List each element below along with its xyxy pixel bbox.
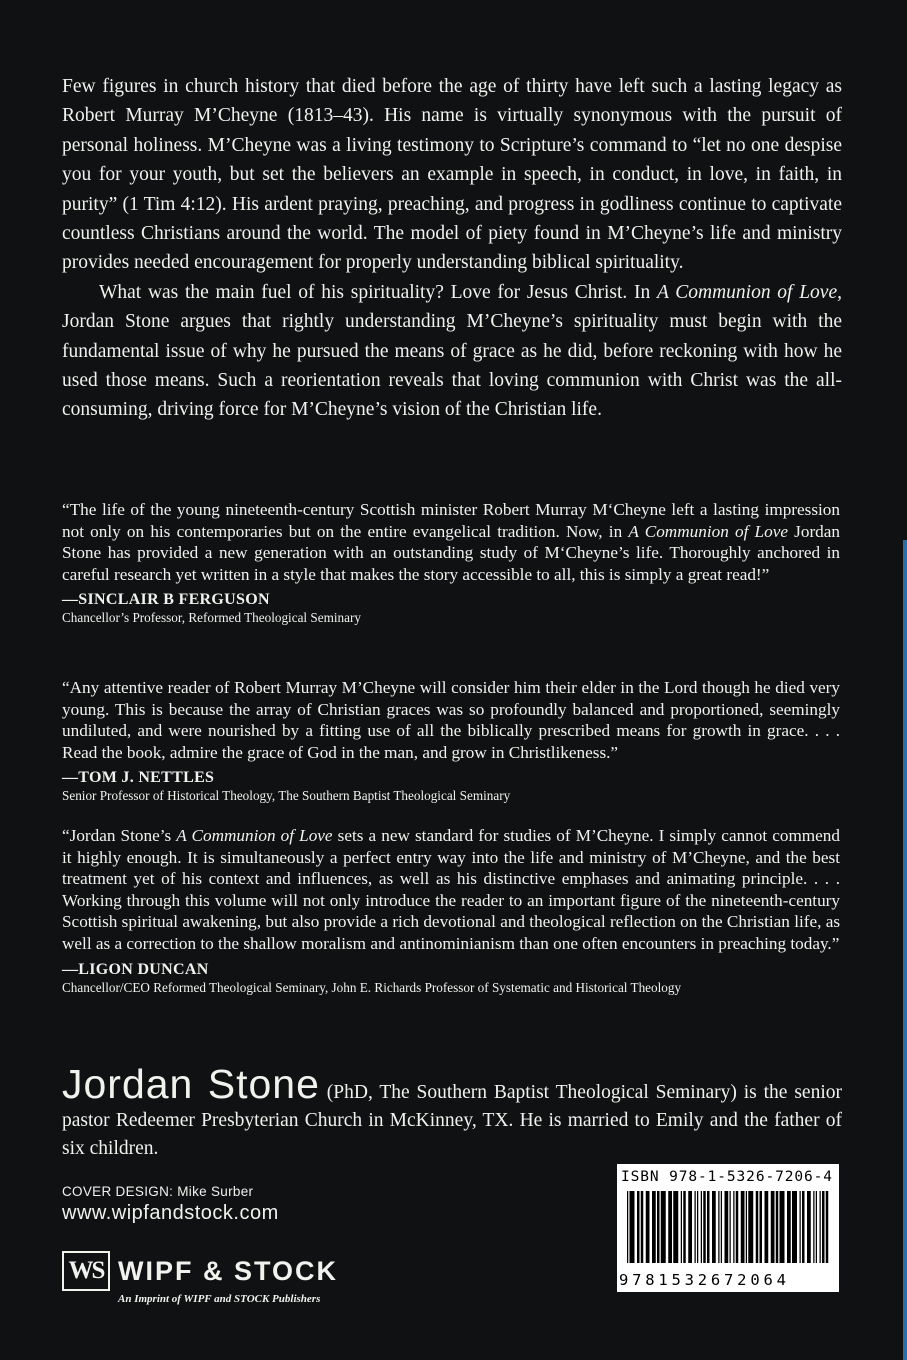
barcode-bar <box>787 1191 791 1263</box>
barcode-bar <box>816 1191 817 1263</box>
barcode-bar <box>807 1191 811 1263</box>
barcode-bar <box>733 1191 734 1263</box>
barcode-bar <box>641 1191 644 1263</box>
barcode-bar <box>748 1191 753 1263</box>
author-bio-text: (PhD, The Southern Baptist Theological Seminary) is the senior pastor Redeemer Presbyterian Church in McKinney, TX. He is married to Emily and the father of six children. <box>62 1082 842 1159</box>
barcode-bar <box>776 1191 779 1263</box>
endorser-name: —SINCLAIR B FERGUSON <box>62 591 270 609</box>
barcode-bar <box>703 1191 706 1263</box>
author-bio <box>62 1061 842 1163</box>
barcode-bar <box>802 1191 805 1263</box>
barcode-bar <box>771 1191 775 1263</box>
barcode-bar <box>646 1191 650 1263</box>
author-name: Jordan Stone <box>62 1061 320 1107</box>
barcode-bar <box>712 1191 716 1263</box>
publisher-tagline: An Imprint of WIPF and STOCK Publishers <box>118 1293 321 1305</box>
endorser-name: —TOM J. NETTLES <box>62 769 215 787</box>
barcode-bar <box>718 1191 719 1263</box>
barcode-bar <box>683 1191 686 1263</box>
barcode-bar <box>756 1191 759 1263</box>
endorser-title: Chancellor’s Professor, Reformed Theological Seminary <box>62 610 361 626</box>
endorsement-ferguson <box>62 499 840 626</box>
barcode-bar <box>765 1191 769 1263</box>
barcode-bar <box>657 1191 660 1263</box>
isbn-label: ISBN 978-1-5326-7206-4 <box>621 1169 833 1185</box>
barcode-bar <box>688 1191 692 1263</box>
barcode-bar <box>820 1191 821 1263</box>
barcode-bar <box>630 1191 635 1263</box>
spine-accent-stripe <box>903 540 907 1360</box>
barcode-bar <box>673 1191 678 1263</box>
description-paragraph-2: What was the main fuel of his spirituality? Love for Jesus Christ. In A Communion of Love, Jordan Stone argues that rightly understanding M’Cheyne’s spirituality must begin with the fundamental issue of why he pursued the means of grace as he did, before reckoning with how he used those means. Such a reorientation reveals that loving communion with Christ was the all-consuming, driving force for M’Cheyne’s vision of the Christian life. <box>62 281 842 421</box>
barcode-bar <box>800 1191 801 1263</box>
barcode-bars-icon <box>625 1191 831 1267</box>
description-paragraph-1: Few figures in church history that died before the age of thirty have left such a lasting legacy as Robert Murray M’Cheyne (1813–43). His name is virtually synonymous with the pursuit of personal holiness. M’Cheyne was a living testimony to Scripture’s command to “let no one despise you for your youth, but set the believers an example in speech, in conduct, in love, in faith, in purity” (1 Tim 4:12). His ardent praying, preaching, and progress in godliness continue to captivate countless Christians around the world. The model of piety found in M’Cheyne’s life and ministry provides needed encouragement for properly understanding biblical spirituality. <box>62 76 842 274</box>
barcode-bar <box>730 1191 731 1263</box>
barcode-bar <box>813 1191 814 1263</box>
barcode-bar <box>701 1191 702 1263</box>
barcode-bar <box>721 1191 722 1263</box>
endorsement-text: “Jordan Stone’s A Communion of Love sets a new standard for studies of M’Cheyne. I simply cannot commend it highly enough. It is simultaneously a perfect entry way into the life and ministry of M’Cheyne, and the best treatment yet of his context and influences, as well as his distinctive emphases and animating principle. . . . Working through this volume will not only introduce the reader to an important figure of the nineteenth-century Scottish spiritual awakening, but also provide a rich devotional and theological reflection on the Christian life, as well as a correction to the shallow moralism and antinominianism than one often encounters in preaching today.” <box>62 826 841 953</box>
barcode-bar <box>736 1191 739 1263</box>
endorsement-duncan <box>62 825 840 996</box>
cover-design-credit: COVER DESIGN: Mike Surber <box>62 1184 254 1199</box>
barcode-bar <box>746 1191 747 1263</box>
barcode-bar <box>637 1191 640 1263</box>
barcode-bar <box>697 1191 698 1263</box>
barcode-bar <box>695 1191 696 1263</box>
endorser-title: Chancellor/CEO Reformed Theological Seminary, John E. Richards Professor of Systematic and Historical Theology <box>62 979 682 995</box>
endorser-name: —LIGON DUNCAN <box>62 960 209 978</box>
barcode-bar <box>822 1191 825 1263</box>
barcode-bar <box>826 1191 829 1263</box>
endorsement-nettles <box>62 677 840 804</box>
barcode-digits: 9781532672064 <box>619 1271 790 1289</box>
barcode-bar <box>780 1191 785 1263</box>
endorsement-text: “The life of the young nineteenth-century Scottish minister Robert Murray M‘Cheyne left a lasting impression not only on his contemporaries but on the entire evangelical tradition. Now, in A Communion of Love Jordan Stone has provided a new generation with an outstanding study of M‘Cheyne’s life. Thoroughly anchored in careful research yet written in a style that makes the story accessible to all, this is simply a great read!” <box>62 500 840 584</box>
publisher-mark-icon: WS <box>62 1251 110 1291</box>
barcode-bar <box>707 1191 710 1263</box>
barcode-bar <box>681 1191 682 1263</box>
endorser-title: Senior Professor of Historical Theology, The Southern Baptist Theological Seminary <box>62 788 511 804</box>
isbn-barcode <box>617 1164 839 1292</box>
barcode-bar <box>760 1191 763 1263</box>
book-description <box>62 72 842 425</box>
barcode-bar <box>661 1191 666 1263</box>
publisher-website: www.wipfandstock.com <box>62 1202 279 1224</box>
cover-credits <box>62 1184 279 1225</box>
publisher-logo <box>62 1251 338 1305</box>
barcode-bar <box>627 1191 628 1263</box>
barcode-bar <box>668 1191 672 1263</box>
barcode-bar <box>792 1191 797 1263</box>
barcode-bar <box>725 1191 729 1263</box>
publisher-name: WIPF & STOCK <box>118 1255 339 1286</box>
book-title-italic: A Communion of Love, <box>656 281 842 303</box>
barcode-bar <box>741 1191 745 1263</box>
endorsement-text: “Any attentive reader of Robert Murray M’Cheyne will consider him their elder in the Lord though he died very young. This is because the array of Christian graces was so profoundly balanced and proportioned, seemingly undiluted, and were nourished by a fitting use of all the biblically prescribed means for growth in grace. . . . Read the book, admire the grace of God in the man, and grow in Christlikeness.” <box>62 678 840 762</box>
barcode-bar <box>652 1191 656 1263</box>
